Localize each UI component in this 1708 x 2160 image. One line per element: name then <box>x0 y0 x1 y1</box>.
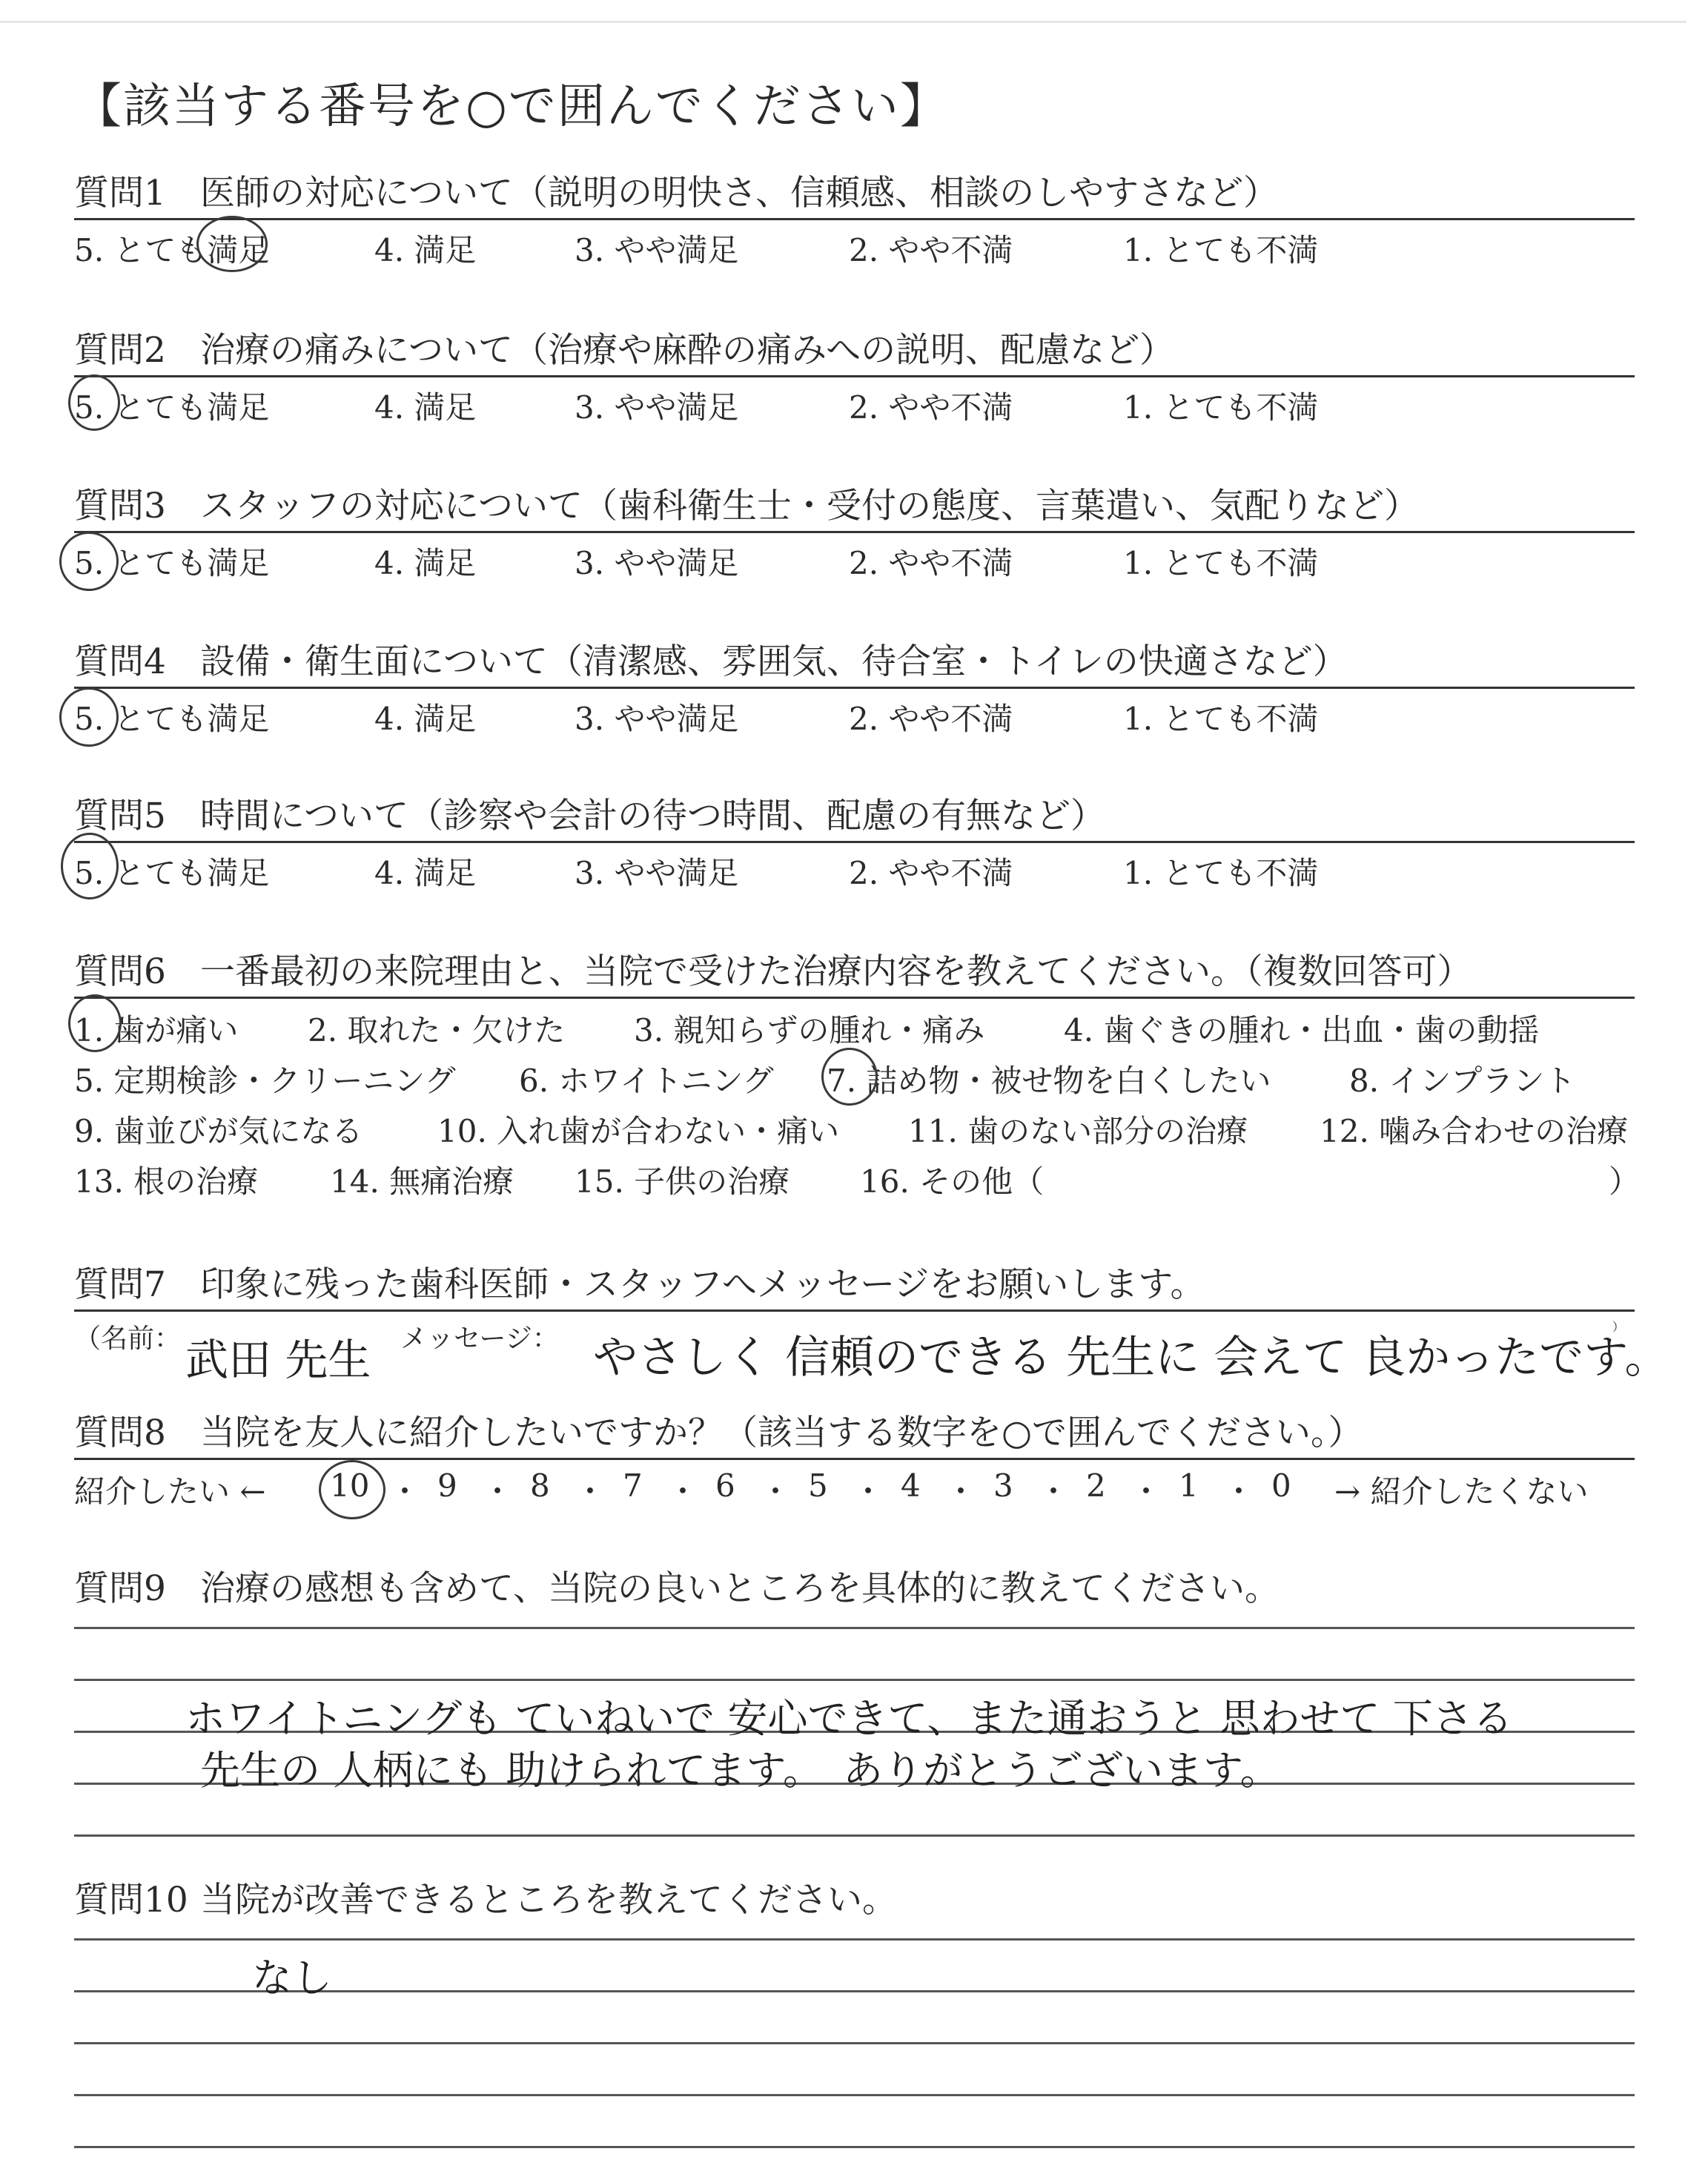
scale-dot: ・ <box>1131 1473 1162 1510</box>
scale-0[interactable]: 0 <box>1271 1467 1291 1504</box>
scale-dot: ・ <box>1223 1473 1255 1510</box>
question-4 <box>74 638 1635 744</box>
question-text: 時間について（診察や会計の待つ時間、配慮の有無など） <box>200 796 1106 836</box>
answer-handwriting-line-1[interactable]: ホワイトニングも ていねいで 安心できて、また通おうと 思わせて 下さる <box>185 1695 1513 1742</box>
reason-option-12[interactable]: 12. 噛み合わせの治療 <box>1320 1113 1629 1149</box>
reason-options <box>74 999 1641 1206</box>
question-text: スタッフの対応について（歯科衛生士・受付の態度、言葉遣い、気配りなど） <box>200 486 1420 526</box>
message-value[interactable]: やさしく 信頼のできる 先生に 会えて 良かったです。 <box>593 1332 1669 1384</box>
option-4[interactable]: 4. 満足 <box>374 545 477 581</box>
selection-circle <box>61 833 119 899</box>
scale-dot: ・ <box>760 1473 792 1510</box>
question-number: 質問4 <box>74 641 166 682</box>
answer-line <box>74 2146 1635 2148</box>
selection-circle <box>319 1460 385 1519</box>
answer-line <box>74 1679 1635 1681</box>
option-4[interactable]: 4. 満足 <box>374 232 477 268</box>
option-3[interactable]: 3. やや満足 <box>575 545 739 581</box>
scale-dot: ・ <box>853 1473 884 1510</box>
scale-3[interactable]: 3 <box>993 1467 1013 1504</box>
question-3 <box>74 482 1635 588</box>
option-1[interactable]: 1. とても不満 <box>1123 545 1319 581</box>
option-1[interactable]: 1. とても不満 <box>1123 855 1319 891</box>
question-number: 質問8 <box>74 1413 166 1453</box>
question-text: 当院を友人に紹介したいですか？（該当する数字を○で囲んでください。） <box>200 1413 1363 1453</box>
option-3[interactable]: 3. やや満足 <box>575 232 739 268</box>
question-text: 医師の対応について（説明の明快さ、信頼感、相談のしやすさなど） <box>200 173 1279 214</box>
selection-circle-1 <box>68 994 122 1052</box>
reason-option-14[interactable]: 14. 無痛治療 <box>330 1163 514 1200</box>
option-4[interactable]: 4. 満足 <box>374 389 477 426</box>
scale-10[interactable]: 10 <box>330 1467 370 1504</box>
question-10 <box>74 1876 1635 1925</box>
reason-option-11[interactable]: 11. 歯のない部分の治療 <box>908 1113 1248 1149</box>
answer-handwriting-line-2[interactable]: 先生の 人柄にも 助けられてます。 ありがとうございます。 <box>200 1747 1280 1794</box>
option-2[interactable]: 2. やや不満 <box>849 232 1013 268</box>
option-3[interactable]: 3. やや満足 <box>575 701 739 737</box>
option-1[interactable]: 1. とても不満 <box>1123 232 1319 268</box>
option-4[interactable]: 4. 満足 <box>374 701 477 737</box>
reason-option-3[interactable]: 3. 親知らずの腫れ・痛み <box>634 1012 985 1048</box>
option-1[interactable]: 1. とても不満 <box>1123 701 1319 737</box>
option-3[interactable]: 3. やや満足 <box>575 389 739 426</box>
option-5[interactable]: 5. とても満足 <box>74 701 270 737</box>
question-2-title <box>74 326 1635 377</box>
scale-2[interactable]: 2 <box>1086 1467 1106 1504</box>
reason-option-6[interactable]: 6. ホワイトニング <box>519 1063 774 1099</box>
reason-option-7[interactable]: 7. 詰め物・被せ物を白くしたい <box>827 1063 1271 1099</box>
message-close-paren: ） <box>1612 1320 1625 1334</box>
question-4-title <box>74 638 1635 689</box>
question-text: 設備・衛生面について（清潔感、雰囲気、待合室・トイレの快適さなど） <box>200 641 1348 682</box>
reason-option-8[interactable]: 8. インプラント <box>1349 1063 1576 1099</box>
reason-option-9[interactable]: 9. 歯並びが気になる <box>74 1113 363 1149</box>
reason-option-13[interactable]: 13. 根の治療 <box>74 1163 259 1200</box>
question-number: 質問3 <box>74 486 166 526</box>
answer-line <box>74 2094 1635 2096</box>
top-edge-rule <box>0 21 1687 23</box>
question-number: 質問10 <box>74 1880 188 1920</box>
question-5-title <box>74 792 1635 843</box>
question-8 <box>74 1409 1635 1519</box>
answer-line <box>74 1834 1635 1837</box>
scale-7[interactable]: 7 <box>623 1467 643 1504</box>
answer-handwriting[interactable]: なし <box>252 1955 332 2001</box>
name-label: （名前： <box>74 1324 182 1354</box>
scale-right-label: → 紹介したくない <box>1334 1473 1589 1510</box>
question-number: 質問6 <box>74 951 166 992</box>
question-3-title <box>74 482 1635 533</box>
reason-option-4[interactable]: 4. 歯ぐきの腫れ・出血・歯の動揺 <box>1064 1012 1540 1048</box>
message-label: メッセージ： <box>400 1324 559 1354</box>
question-number: 質問9 <box>74 1568 166 1609</box>
scale-dot: ・ <box>1038 1473 1070 1510</box>
scale-5[interactable]: 5 <box>808 1467 828 1504</box>
selection-circle <box>196 216 268 272</box>
scale-dot: ・ <box>389 1473 421 1510</box>
scale-1[interactable]: 1 <box>1179 1467 1199 1504</box>
answer-line <box>74 1627 1635 1629</box>
reason-option-16[interactable]: 16. その他（ <box>860 1163 1045 1200</box>
question-7 <box>74 1261 1669 1385</box>
option-1[interactable]: 1. とても不満 <box>1123 389 1319 426</box>
option-5[interactable]: 5. とても満足 <box>74 232 270 268</box>
question-5 <box>74 792 1635 898</box>
scale-dot: ・ <box>945 1473 977 1510</box>
question-9 <box>74 1565 1635 1614</box>
option-5[interactable]: 5. とても満足 <box>74 855 270 891</box>
question-6 <box>74 948 1641 1206</box>
option-3[interactable]: 3. やや満足 <box>575 855 739 891</box>
other-close-paren: ） <box>1609 1163 1641 1200</box>
question-text: 一番最初の来院理由と、当院で受けた治療内容を教えてください。（複数回答可） <box>200 951 1472 992</box>
reason-option-2[interactable]: 2. 取れた・欠けた <box>308 1012 566 1048</box>
reason-option-5[interactable]: 5. 定期検診・クリーニング <box>74 1063 456 1099</box>
instruction-heading: 【該当する番号を○で囲んでください】 <box>74 79 949 134</box>
message-row <box>74 1312 1669 1385</box>
question-number: 質問2 <box>74 330 166 371</box>
rating-options <box>74 689 1635 744</box>
question-number: 質問5 <box>74 796 166 836</box>
scale-dot: ・ <box>575 1473 606 1510</box>
recommend-scale <box>74 1460 1635 1519</box>
question-1-title <box>74 169 1635 220</box>
option-2[interactable]: 2. やや不満 <box>849 701 1013 737</box>
question-text: 治療の痛みについて（治療や麻酔の痛みへの説明、配慮など） <box>200 330 1175 371</box>
reason-option-1[interactable]: 1. 歯が痛い <box>74 1012 239 1048</box>
selection-circle-7 <box>821 1048 878 1106</box>
question-8-title <box>74 1409 1635 1460</box>
scale-4[interactable]: 4 <box>901 1467 921 1504</box>
option-5[interactable]: 5. とても満足 <box>74 389 270 426</box>
scale-6[interactable]: 6 <box>715 1467 735 1504</box>
rating-options <box>74 843 1635 898</box>
option-5[interactable]: 5. とても満足 <box>74 545 270 581</box>
rating-options <box>74 533 1635 588</box>
question-9-title <box>74 1565 1635 1614</box>
question-7-title <box>74 1261 1635 1312</box>
answer-line <box>74 1938 1635 1941</box>
question-number: 質問7 <box>74 1264 166 1305</box>
selection-circle <box>68 374 120 431</box>
selection-circle <box>59 532 119 591</box>
name-value[interactable]: 武田 先生 <box>185 1335 371 1385</box>
question-number: 質問1 <box>74 173 166 214</box>
question-1 <box>74 169 1635 275</box>
scale-left-label: 紹介したい ← <box>74 1473 266 1510</box>
selection-circle <box>59 687 119 747</box>
option-2[interactable]: 2. やや不満 <box>849 389 1013 426</box>
reason-option-15[interactable]: 15. 子供の治療 <box>575 1163 790 1200</box>
scale-dot: ・ <box>482 1473 514 1510</box>
scale-dot: ・ <box>667 1473 699 1510</box>
rating-options <box>74 377 1635 432</box>
answer-line <box>74 2042 1635 2044</box>
question-6-title <box>74 948 1635 999</box>
question-text: 印象に残った歯科医師・スタッフへメッセージをお願いします。 <box>200 1264 1205 1305</box>
scale-9[interactable]: 9 <box>437 1467 457 1504</box>
question-10-title <box>74 1876 1635 1925</box>
reason-option-10[interactable]: 10. 入れ歯が合わない・痛い <box>437 1113 840 1149</box>
rating-options <box>74 220 1635 275</box>
question-text: 治療の感想も含めて、当院の良いところを具体的に教えてください。 <box>200 1568 1280 1609</box>
option-2[interactable]: 2. やや不満 <box>849 855 1013 891</box>
question-2 <box>74 326 1635 432</box>
scale-8[interactable]: 8 <box>530 1467 550 1504</box>
question-text: 当院が改善できるところを教えてください。 <box>200 1880 897 1920</box>
option-4[interactable]: 4. 満足 <box>374 855 477 891</box>
option-2[interactable]: 2. やや不満 <box>849 545 1013 581</box>
